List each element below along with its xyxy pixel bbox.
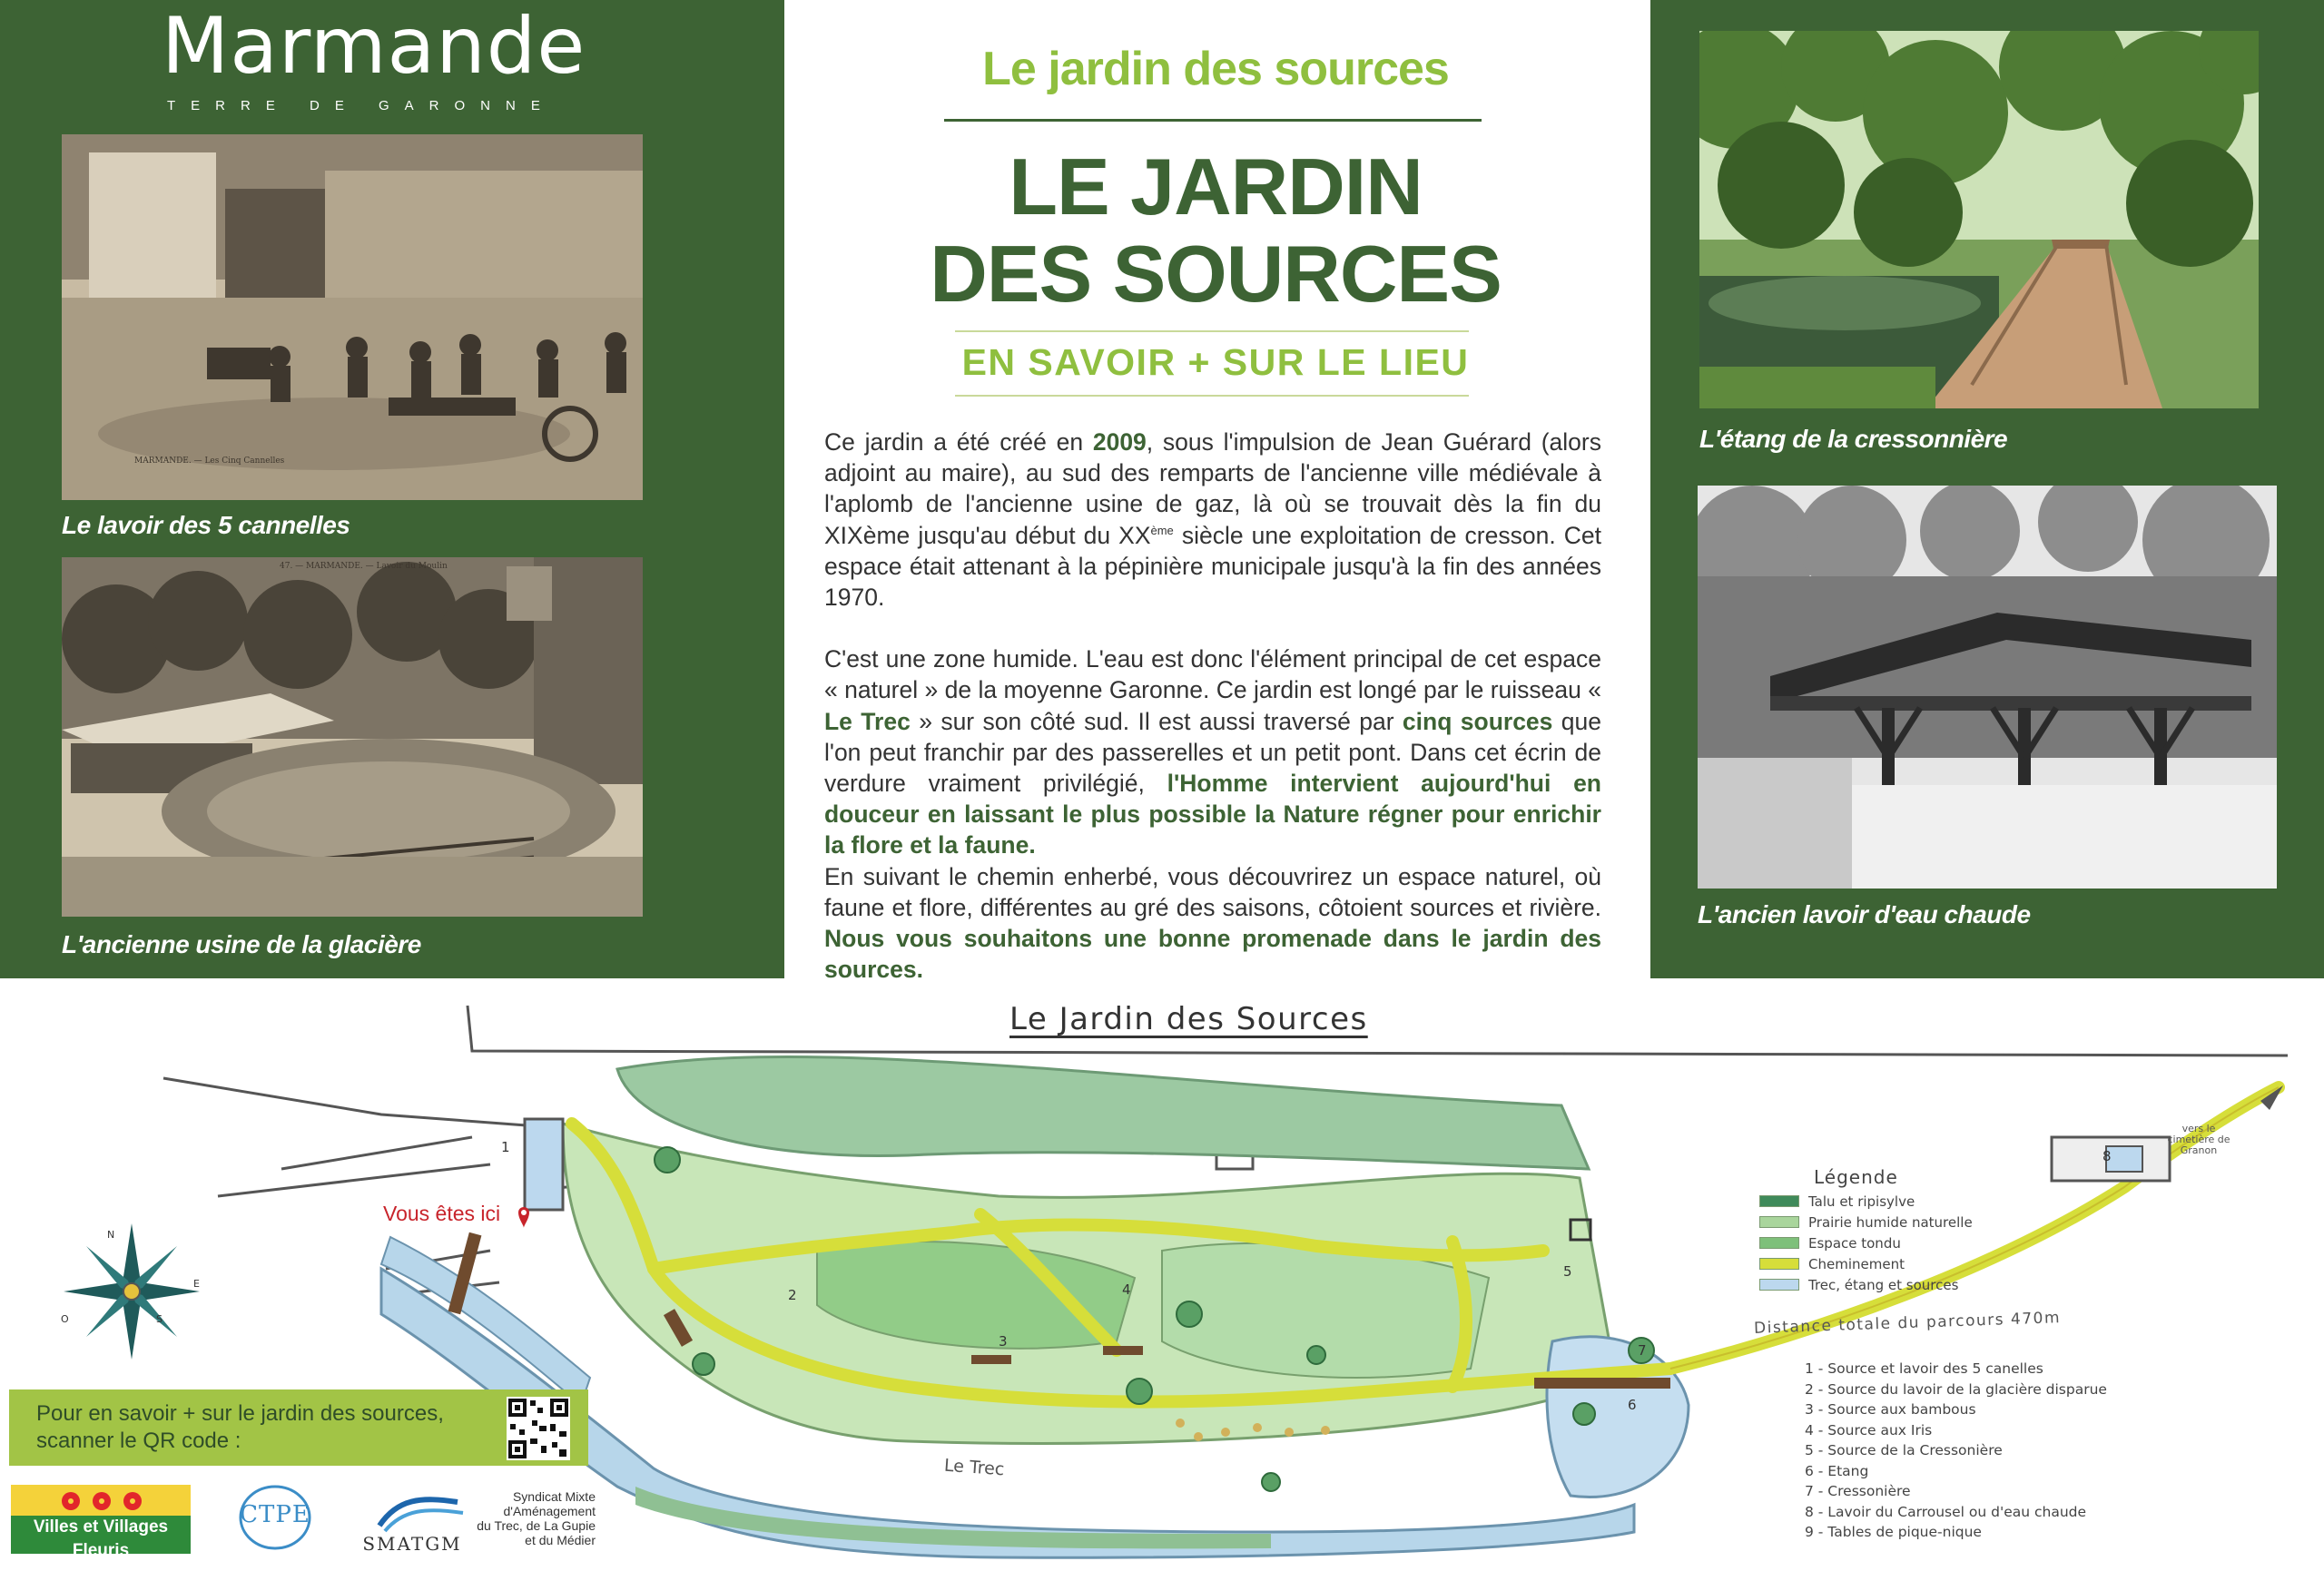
you-are-here-label: Vous êtes ici [383,1202,501,1225]
qr-code-icon[interactable] [507,1397,570,1460]
qr-text-line1: Pour en savoir + sur le jardin des sources, [36,1401,444,1426]
legend-swatch-espace [1759,1237,1799,1249]
legend-swatch-prairie [1759,1216,1799,1228]
flowers-icon [58,1490,145,1514]
brand-logo [162,1,586,116]
marker-8: 8 [2102,1148,2112,1164]
caption-etang: L'étang de la cressonnière [1699,425,2008,453]
marker-7: 7 [1638,1342,1647,1359]
legend-row-espace: Espace tondu [1759,1233,2004,1254]
marker-6: 6 [1628,1397,1637,1413]
marker-3: 3 [999,1333,1008,1350]
caption-glaciere: L'ancienne usine de la glacière [62,930,421,958]
distance-label: Distance totale du parcours 470m [1753,1309,2062,1338]
kicker-title: Le jardin des sources [982,43,1449,95]
marker-1: 1 [501,1139,510,1155]
marker-5: 5 [1563,1263,1572,1280]
legend-row-prairie: Prairie humide naturelle [1759,1213,2004,1233]
direction-label: vers le cimetière de Granon [2167,1123,2230,1156]
brand-tagline: TERRE DE GARONNE [167,98,556,113]
photo-usine-glaciere [62,557,643,917]
brand-name: Marmande [162,1,586,92]
caption-lavoir: Le lavoir des 5 cannelles [62,511,350,539]
legend-row-talus: Talu et ripisylve [1759,1192,2004,1213]
paragraph-2: C'est une zone humide. L'eau est donc l'élément principal de cet espace « naturel » de la moyenne Garonne. Ce jardin est longé par le ruisseau « Le Trec » sur son côté sud. Il est aussi traversé par cinq sources que l'on peut franchir par des passerelles et un petit pont. Dans cet écrin de verdure vraiment privilégié, l'Homme intervient aujourd'hui en douceur en laissant le plus possible la Nature régner pour enrichir la flore et la faune. [824,645,1602,859]
photo-etang-cressonniere [1699,31,2259,408]
compass-s: S [156,1313,162,1325]
key-row-4: 4 - Source aux Iris [1805,1421,1933,1438]
key-row-7: 7 - Cressonière [1805,1483,1911,1499]
legend-swatch-trec [1759,1279,1799,1291]
photo-ancien-lavoir [1698,486,2277,889]
subhead-rule-top [955,330,1469,332]
subhead-rule-bottom [955,395,1469,397]
legend-row-trec: Trec, étang et sources [1759,1275,2004,1296]
qr-text-line2: scanner le QR code : [36,1429,241,1453]
map-legend [1759,1166,2004,1296]
legend-swatch-cheminement [1759,1258,1799,1270]
map-title: Le Jardin des Sources [1009,1001,1368,1037]
paragraph-1: Ce jardin a été créé en 2009, sous l'impulsion de Jean Guérard (alors adjoint au maire), au sud des remparts de l'ancienne ville médiévale à l'aplomb de l'ancienne usine de gaz, là où se trouvait dès la fin du XIXème jusqu'au début du XXème siècle une exploitation de cresson. Cet espace était attenant à la pépinière municipale jusqu'à la fin des années 1970. [824,428,1601,612]
logo-smatgm [356,1482,601,1558]
villes-fleuris-label-band [11,1516,191,1570]
legend-swatch-talus [1759,1195,1799,1207]
main-title [784,143,1647,318]
key-row-9: 9 - Tables de pique-nique [1805,1524,1982,1540]
logo-villes-fleuris [11,1485,191,1570]
qr-text [36,1400,444,1455]
legend-row-cheminement: Cheminement [1759,1254,2004,1275]
map-key [1805,1359,2222,1543]
sepia-photo-2 [62,557,643,917]
key-row-5: 5 - Source de la Cressonière [1805,1442,2003,1458]
sepia-photo-2-print: 47. — MARMANDE. — Lavoir du Moulin [280,562,448,571]
main-title-line1: LE JARDIN [1009,142,1423,231]
colour-photo-etang [1699,31,2259,408]
paragraph-3: En suivant le chemin enherbé, vous découvrirez un espace naturel, où faune et flore, différentes au gré des saisons, côtoient sources et rivière. Nous vous souhaitons une bonne promenade dans le jardin des sources. [824,862,1601,984]
key-row-1: 1 - Source et lavoir des 5 canelles [1805,1360,2043,1377]
subhead: EN SAVOIR + SUR LE LIEU [961,341,1470,383]
key-row-2: 2 - Source du lavoir de la glacière disparue [1805,1380,2107,1398]
marker-2: 2 [788,1287,797,1303]
description-text [824,427,1601,985]
ctpe-label: CTPE [240,1501,310,1528]
bw-photo-lavoir [1698,486,2277,889]
compass-n: N [107,1229,115,1241]
qr-code-box[interactable] [9,1389,588,1466]
smatgm-label: SMATGM [362,1533,462,1555]
legend-title: Légende [1814,1166,1898,1188]
syndicat-line-2: d'Aménagement [503,1504,596,1518]
villes-fleuris-sublabel: LE LABEL NATIONAL DE LA QUALITÉ DE VIE [38,1564,163,1570]
kicker-rule [944,119,1482,122]
main-title-line2: DES SOURCES [930,229,1502,319]
key-row-3: 3 - Source aux bambous [1805,1401,1976,1418]
compass-o: O [61,1313,69,1325]
syndicat-line-4: et du Médier [525,1533,596,1547]
stream-label: Le Trec [943,1455,1006,1480]
waves-icon [376,1489,467,1535]
syndicat-text [468,1489,596,1547]
caption-ancien-lavoir: L'ancien lavoir d'eau chaude [1698,900,2031,928]
villes-fleuris-label: Villes et Villages Fleuris [33,1517,169,1560]
compass-e: E [193,1278,200,1290]
sepia-photo-1 [62,134,643,500]
photo-lavoir-cinq-cannelles [62,134,643,500]
sepia-photo-1-print: MARMANDE. — Les Cinq Cannelles [134,457,285,466]
syndicat-line-1: Syndicat Mixte [512,1489,596,1504]
logo-ctpe [238,1483,312,1552]
key-row-8: 8 - Lavoir du Carrousel ou d'eau chaude [1805,1503,2087,1520]
marker-4: 4 [1122,1281,1131,1298]
key-row-6: 6 - Etang [1805,1462,1869,1479]
syndicat-line-3: du Trec, de La Gupie [477,1518,596,1533]
